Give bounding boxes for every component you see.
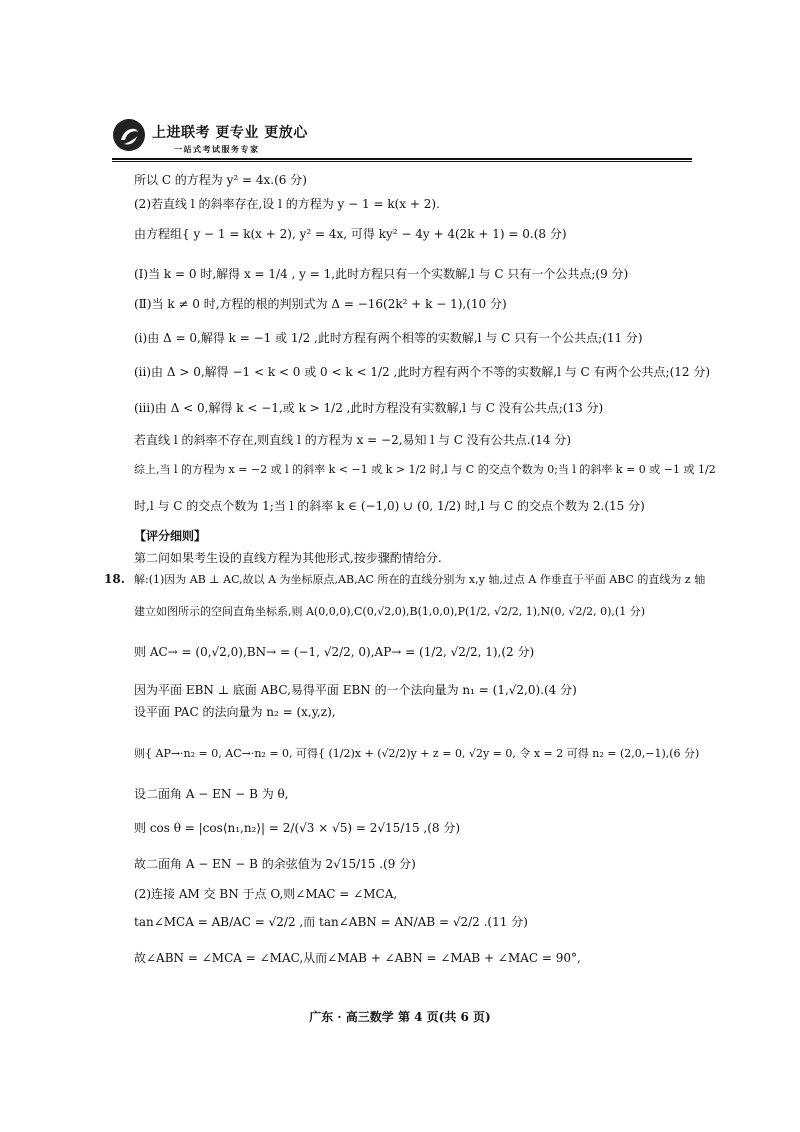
text-line: 设二面角 A − EN − B 为 θ,	[134, 787, 289, 801]
text-line: 第二问如果考生设的直线方程为其他形式,按步骤酌情给分.	[134, 551, 442, 565]
text-line: 则 AC→ = (0,√2,0),BN→ = (−1, √2/2, 0),AP→ = (1/2, √2/2, 1),(2 分)	[134, 645, 535, 659]
text-line: 则 cos θ = |cos⟨n₁,n₂⟩| = 2/(√3 × √5) = 2√15/15 ,(8 分)	[134, 821, 461, 835]
text-line: tan∠MCA = AB/AC = √2/2 ,而 tan∠ABN = AN/AB = √2/2 .(11 分)	[134, 915, 528, 929]
text-line: 故∠ABN = ∠MCA = ∠MAC,从而∠MAB + ∠ABN = ∠MAB + ∠MAC = 90°,	[134, 951, 581, 965]
text-line: (ⅱ)由 Δ > 0,解得 −1 < k < 0 或 0 < k < 1/2 ,此时方程有两个不等的实数解,l 与 C 有两个公共点;(12 分)	[134, 365, 711, 379]
problem-number: 18.	[104, 572, 125, 586]
page-header	[112, 118, 692, 162]
text-line: 设平面 PAC 的法向量为 n₂ = (x,y,z),	[134, 705, 336, 719]
text-line: (Ⅱ)当 k ≠ 0 时,方程的根的判别式为 Δ = −16(2k² + k − 1),(10 分)	[134, 297, 507, 311]
text-line: (Ⅰ)当 k = 0 时,解得 x = 1/4 , y = 1,此时方程只有一个实数解,l 与 C 只有一个公共点;(9 分)	[134, 267, 629, 281]
text-line: 因为平面 EBN ⊥ 底面 ABC,易得平面 EBN 的一个法向量为 n₁ = (1,√2,0).(4 分)	[134, 683, 577, 697]
logo-icon	[112, 118, 146, 152]
text-line: 解:(1)因为 AB ⊥ AC,故以 A 为坐标原点,AB,AC 所在的直线分别为 x,y 轴,过点 A 作垂直于平面 ABC 的直线为 z 轴	[134, 573, 706, 586]
text-line: 综上,当 l 的方程为 x = −2 或 l 的斜率 k < −1 或 k > 1/2 时,l 与 C 的交点个数为 0;当 l 的斜率 k = 0 或 −1 或 1/2	[134, 463, 716, 476]
header-subtitle: 一站式考试服务专家	[174, 145, 260, 154]
text-line: (2)连接 AM 交 BN 于点 O,则∠MAC = ∠MCA,	[134, 887, 398, 901]
text-line: 建立如图所示的空间直角坐标系,则 A(0,0,0),C(0,√2,0),B(1,0,0),P(1/2, √2/2, 1),N(0, √2/2, 0),(1 分)	[134, 605, 646, 618]
header-slogan: 上进联考 更专业 更放心	[152, 125, 308, 141]
text-line: 故二面角 A − EN − B 的余弦值为 2√15/15 .(9 分)	[134, 857, 416, 871]
scoring-rules-heading: 【评分细则】	[134, 529, 207, 543]
text-line: 则{ AP→·n₂ = 0, AC→·n₂ = 0, 可得{ (1/2)x + (√2/2)y + z = 0, √2y = 0, 令 x = 2 可得 n₂ = (2,0,−1),(6 分)	[134, 747, 700, 760]
text-line: (ⅰ)由 Δ = 0,解得 k = −1 或 1/2 ,此时方程有两个相等的实数解,l 与 C 只有一个公共点;(11 分)	[134, 331, 643, 345]
text-line: 时,l 与 C 的交点个数为 1;当 l 的斜率 k ∈ (−1,0) ∪ (0, 1/2) 时,l 与 C 的交点个数为 2.(15 分)	[134, 499, 645, 513]
header-rule-thin	[112, 161, 692, 162]
text-line: 由方程组{ y − 1 = k(x + 2), y² = 4x, 可得 ky² − 4y + 4(2k + 1) = 0.(8 分)	[134, 227, 567, 241]
header-rule	[112, 158, 692, 160]
text-line: (ⅲ)由 Δ < 0,解得 k < −1,或 k > 1/2 ,此时方程没有实数解,l 与 C 没有公共点;(13 分)	[134, 401, 604, 415]
page-footer: 广东 · 高三数学 第 4 页(共 6 页)	[309, 1010, 491, 1024]
text-line: 若直线 l 的斜率不存在,则直线 l 的方程为 x = −2,易知 l 与 C 没有公共点.(14 分)	[134, 433, 572, 447]
text-line: (2)若直线 l 的斜率存在,设 l 的方程为 y − 1 = k(x + 2).	[134, 197, 440, 211]
text-line: 所以 C 的方程为 y² = 4x.(6 分)	[134, 173, 307, 187]
